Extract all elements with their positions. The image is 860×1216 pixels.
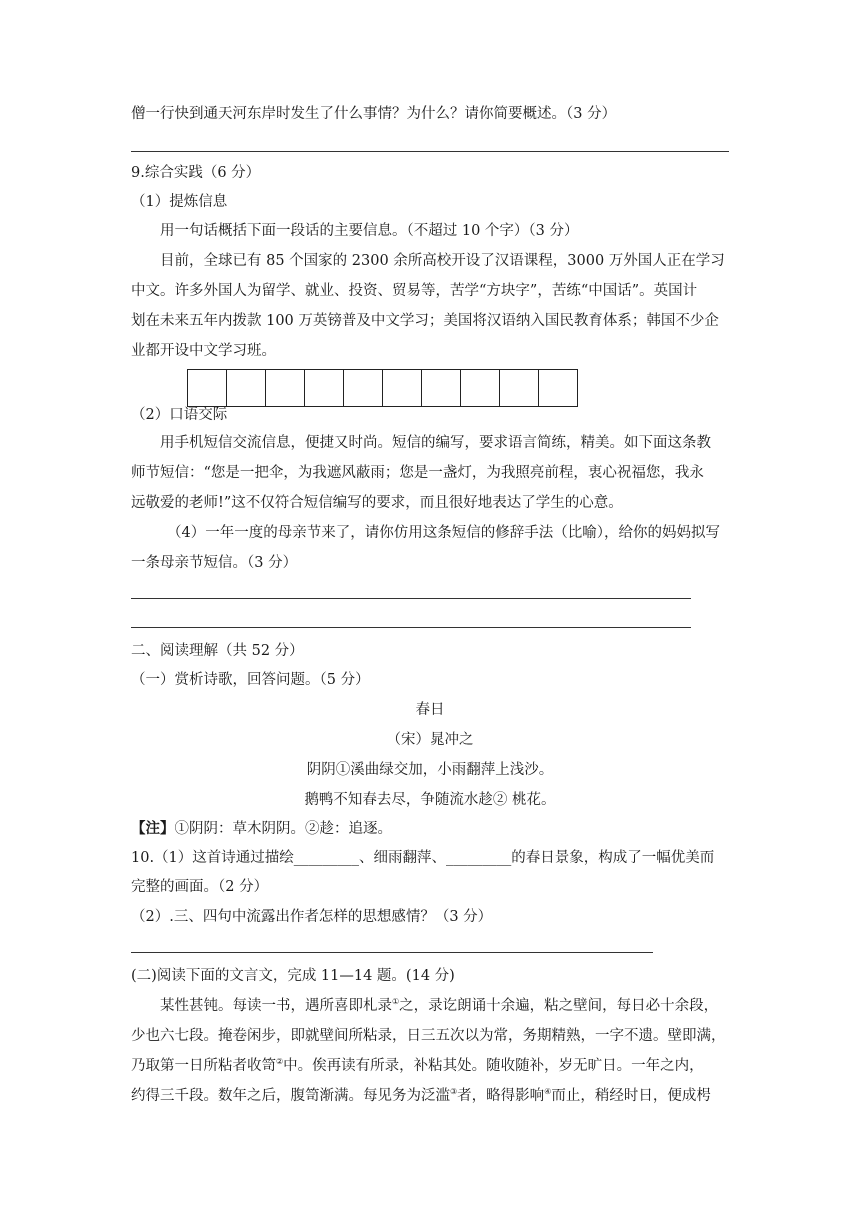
answer-grid-cell[interactable] [188,370,227,406]
subsection1-heading: （一）赏析诗歌，回答问题。（5 分） [131,672,370,688]
answer-grid-cell[interactable] [305,370,344,406]
classical-text-line: 少也六七段。掩卷闲步，即就壁间所粘录，日三五次以为常，务期精熟，一字不遗。壁即满， [131,1028,726,1044]
answer-grid[interactable] [187,369,578,407]
subsection2-heading: (二)阅读下面的文言文，完成 11—14 题。(14 分) [131,968,455,984]
poem-line: 阴阴①溪曲绿交加，小雨翻萍上浅沙。 [306,762,554,778]
part2-question-line: 一条母亲节短信。（3 分） [131,555,298,571]
passage-line: 中文。许多外国人为留学、就业、投资、贸易等，苦学“方块字”，苦练“中国话”。英国计 [131,283,698,299]
q10-part1-cont: 完整的画面。（2 分） [131,879,269,895]
answer-grid-cell[interactable] [461,370,500,406]
note-label: 【注】 [131,820,175,837]
passage-line: 业都开设中文学习班。 [131,343,276,359]
answer-grid-cell[interactable] [383,370,422,406]
poem-title: 春日 [415,702,445,718]
section2-heading: 二、阅读理解（共 52 分） [131,643,304,659]
answer-line [131,598,691,599]
poem-author: （宋）晁冲之 [386,732,474,748]
note-text: ①阴阴：草木阴阴。②趁：追逐。 [174,821,392,837]
classical-text-line: 某性甚钝。每读一书，遇所喜即札录①之，录讫朗诵十余遍，粘之壁间，每日必十余段， [160,997,719,1014]
part2-text-line: 师节短信：“您是一把伞，为我遮风蔽雨；您是一盏灯，为我照亮前程，衷心祝福您，我永 [131,465,704,481]
part2-question-line: （4）一年一度的母亲节来了，请你仿用这条短信的修辞手法（比喻），给你的妈妈拟写 [167,525,720,541]
answer-line [131,952,653,953]
part2-text-line: 用手机短信交流信息，便捷又时尚。短信的编写，要求语言简练，精美。如下面这条教 [160,435,711,451]
q9-part2-title: （2）口语交际 [131,407,228,423]
answer-grid-cell[interactable] [266,370,305,406]
q10-part2: （2）.三、四句中流露出作者怎样的思想感情？（3 分） [131,909,493,925]
answer-grid-cell[interactable] [227,370,266,406]
passage-line: 目前，全球已有 85 个国家的 2300 余所高校开设了汉语课程，3000 万外国人正在学习 [160,253,725,269]
classical-text-line: 约得三千段。数年之后，腹笥渐满。每见务为泛滥③者，略得影响④而止，稍经时日，便成枵 [131,1087,711,1104]
poem-line: 鹅鸭不知春去尽，争随流水趁② 桃花。 [304,792,556,808]
q8-question: 僧一行快到通天河东岸时发生了什么事情？为什么？请你简要概述。（3 分） [131,106,617,122]
answer-line [131,627,691,628]
poem-note [131,819,392,839]
classical-text-line: 乃取第一日所粘者收笥②中。俟再读有所录，补粘其处。随收随补，岁无旷日。一年之内， [131,1057,704,1074]
q9-part1-title: （1）提炼信息 [131,194,228,210]
answer-grid-cell[interactable] [500,370,539,406]
answer-grid-cell[interactable] [422,370,461,406]
q9-heading: 9.综合实践（6 分） [131,165,261,181]
passage-line: 划在未来五年内拨款 100 万英镑普及中文学习；美国将汉语纳入国民教育体系；韩国不少企 [131,313,719,329]
answer-grid-cell[interactable] [344,370,383,406]
q9-part1-instruction: 用一句话概括下面一段话的主要信息。（不超过 10 个字）（3 分） [160,223,579,239]
answer-grid-cell[interactable] [539,370,577,406]
part2-text-line: 远敬爱的老师!”这不仅符合短信编写的要求，而且很好地表达了学生的心意。 [131,495,623,511]
answer-line [131,151,729,152]
q10-part1: 10.（1）这首诗通过描绘_________、细雨翻萍、_________的春日景象，构成了一幅优美而 [131,850,715,866]
